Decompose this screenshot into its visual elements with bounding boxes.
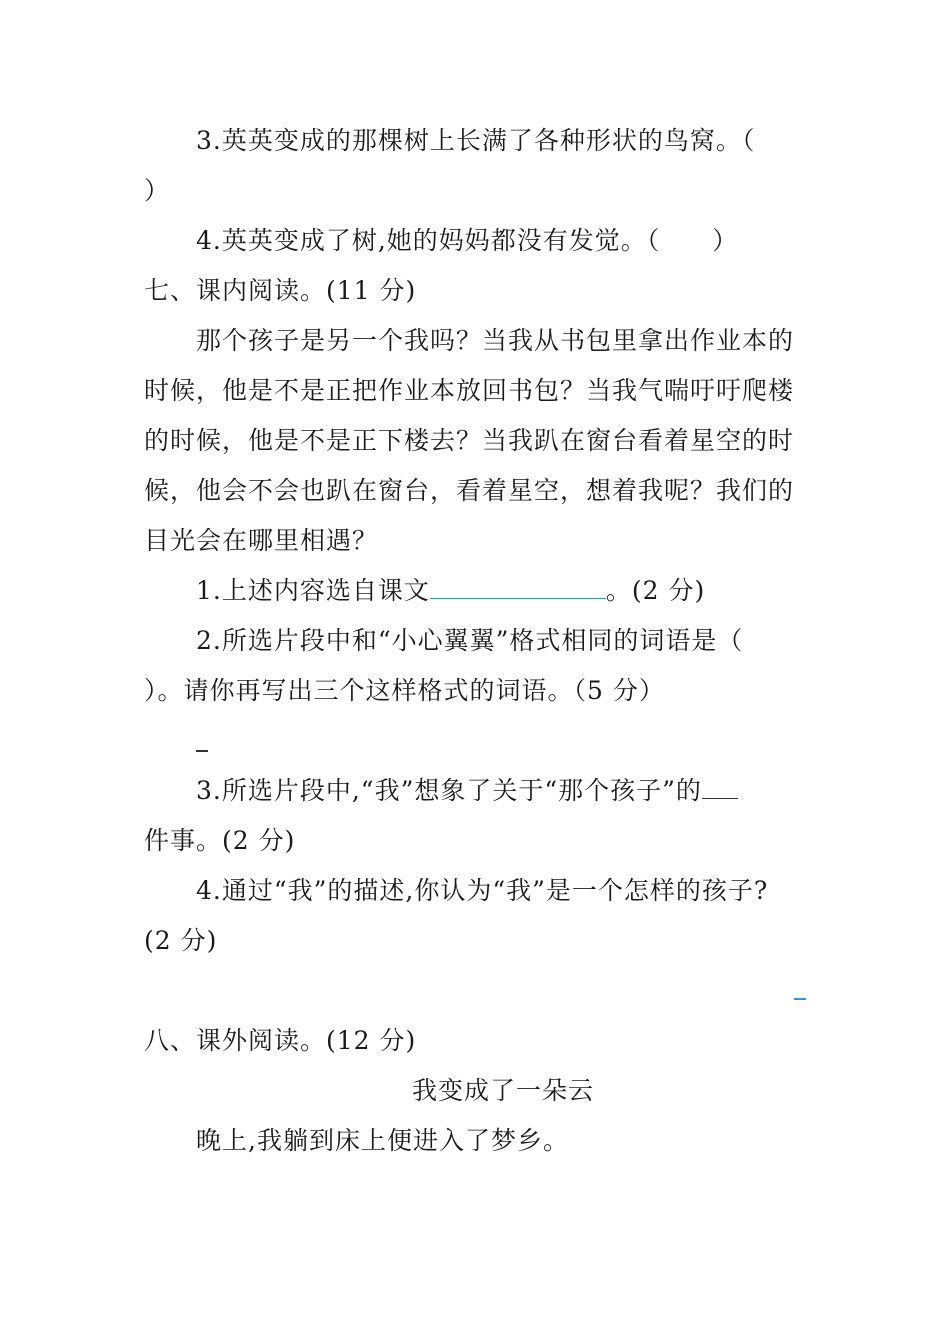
story-first-line: 晚上,我躺到床上便进入了梦乡。 (196, 1126, 569, 1155)
q4-answer-blank[interactable] (794, 998, 806, 1000)
q2-answer-blank[interactable] (196, 750, 208, 752)
section7-q2-line2: ）。请你再写出三个这样格式的词语。（5 分） (144, 676, 665, 705)
passage-line: 时候，他是不是正把作业本放回书包？当我气喘吁吁爬楼 (144, 376, 795, 405)
section6-q3-line2: ） (144, 176, 171, 205)
story-title: 我变成了一朵云 (412, 1076, 595, 1105)
section7-q1 (196, 574, 705, 608)
q1-suffix: 。(2 分) (605, 576, 706, 605)
section8-heading: 八、课外阅读。(12 分) (144, 1026, 417, 1055)
passage-line: 那个孩子是另一个我吗？当我从书包里拿出作业本的 (196, 326, 795, 355)
passage-line: 的时候，他是不是正下楼去？当我趴在窗台看着星空的时 (144, 426, 795, 455)
q3-text: 3.所选片段中,“我”想象了关于“那个孩子”的 (196, 776, 702, 805)
section7-q4-line2: (2 分) (144, 926, 218, 955)
section7-q4-line1: 4.通过“我”的描述,你认为“我”是一个怎样的孩子? (196, 876, 769, 905)
section6-q4: 4.英英变成了树,她的妈妈都没有发觉。（ ） (196, 226, 739, 255)
section7-q3-line1 (196, 774, 738, 808)
section7-q3-line2: 件事。(2 分) (144, 826, 296, 855)
section7-q2-line1: 2.所选片段中和“小心翼翼”格式相同的词语是（ (196, 626, 744, 655)
q3-answer-blank[interactable] (702, 776, 738, 799)
q1-answer-blank[interactable] (430, 576, 606, 599)
section7-heading: 七、课内阅读。(11 分) (144, 276, 417, 305)
section6-q3-line1: 3.英英变成的那棵树上长满了各种形状的鸟窝。（ (196, 126, 756, 155)
q1-prefix: 1.上述内容选自课文 (196, 576, 430, 605)
passage-line: 候，他会不会也趴在窗台，看着星空，想着我呢？我们的 (144, 476, 795, 505)
passage-line: 目光会在哪里相遇？ (144, 526, 379, 555)
